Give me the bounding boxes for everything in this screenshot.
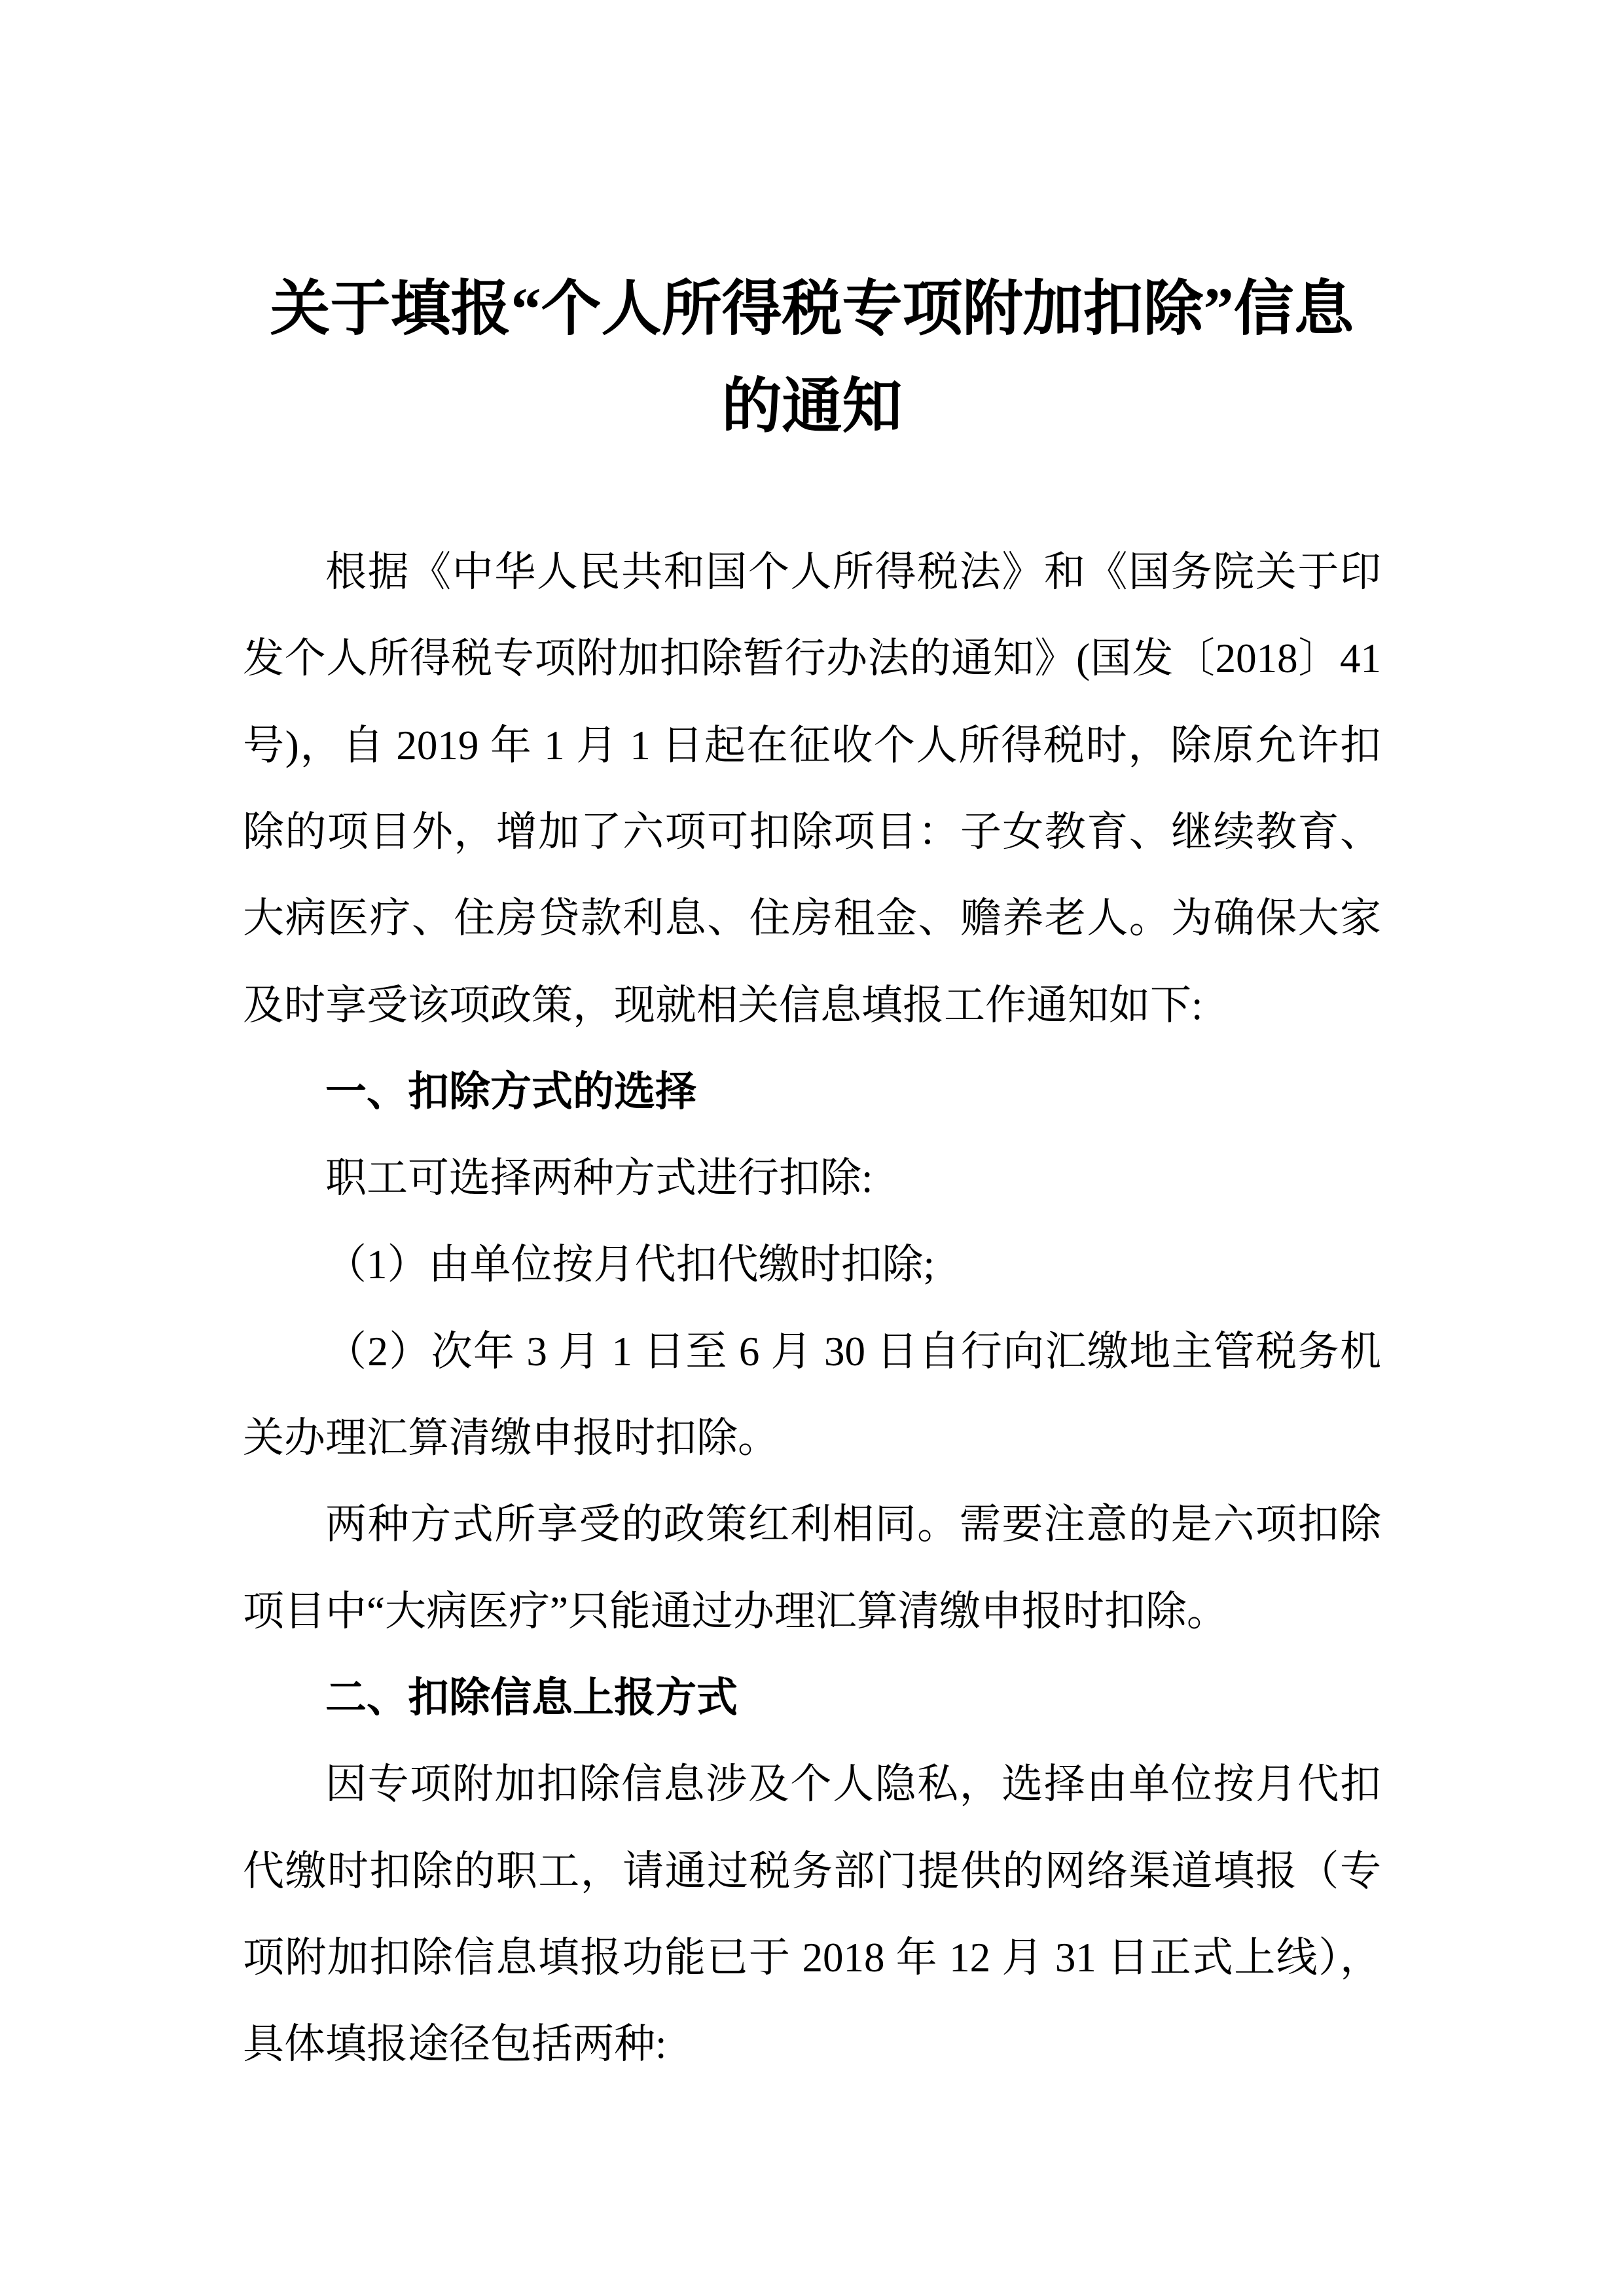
section-1-heading: 一、扣除方式的选择 <box>325 1068 696 1115</box>
section-1-note-paragraph: 两种方式所享受的政策红利相同。需要注意的是六项扣除项目中“大病医疗”只能通过办理汇算清缴申报时扣除。 <box>243 1501 1381 1634</box>
section-2-lead-paragraph: 因专项附加扣除信息涉及个人隐私，选择由单位按月代扣代缴时扣除的职工，请通过税务部门提供的网络渠道填报（专项附加扣除信息填报功能已于 2018 年 12 月 31 日正式上线），具体填报途径包括两种: <box>243 1761 1381 2068</box>
section-1-lead-paragraph: 职工可选择两种方式进行扣除: <box>325 1155 873 1202</box>
intro-paragraph: 根据《中华人民共和国个人所得税法》和《国务院关于印发个人所得税专项附加扣除暂行办法的通知》(国发〔2018〕41 号)，自 2019 年 1 月 1 日起在征收个人所得税时，除原允许扣除的项目外，增加了六项可扣除项目：子女教育、继续教育、大病医疗、住房贷款利息、住房租金、赡养老人。为确保大家及时享受该项政策，现就相关信息填报工作通知如下: <box>243 549 1381 1028</box>
document-title: 关于填报“个人所得税专项附加扣除”信息的通知 <box>270 276 1354 440</box>
deduction-option-1-item: （1）由单位按月代扣代缴时扣除; <box>325 1242 935 1288</box>
deduction-option-2-item: （2）次年 3 月 1 日至 6 月 30 日自行向汇缴地主管税务机关办理汇算清缴申报时扣除。 <box>243 1328 1381 1462</box>
section-2-heading: 二、扣除信息上报方式 <box>325 1674 738 1721</box>
document-body <box>243 529 1381 2087</box>
